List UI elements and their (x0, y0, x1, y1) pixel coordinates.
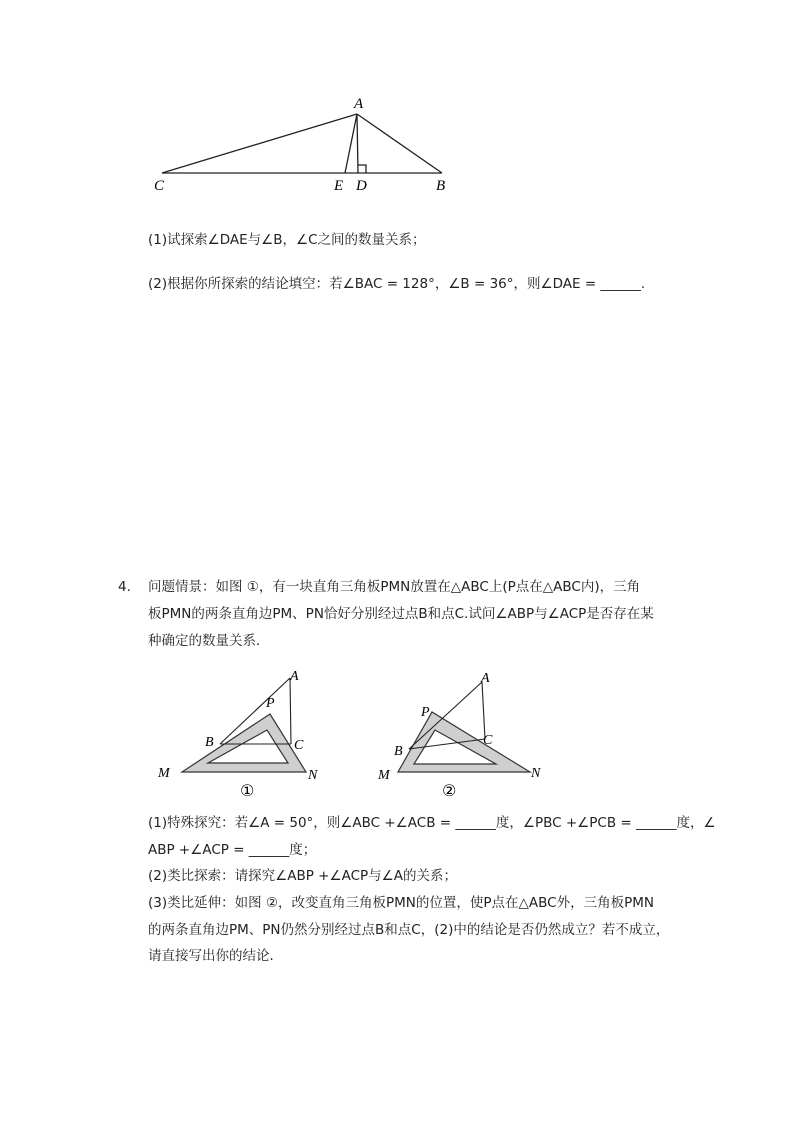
fig2-label-P: P (421, 705, 430, 720)
fig2-caption: ② (442, 781, 457, 800)
question-4-part-3-line-1: (3)类比延伸：如图 ②，改变直角三角板PMN的位置，使P点在△ABC外，三角板PMN (148, 895, 654, 911)
question-3-part-2: (2)根据你所探索的结论填空：若∠BAC = 128°，∠B = 36°，则∠DAE = ______. (148, 276, 646, 292)
fig1-caption: ① (240, 781, 255, 800)
question-4-part-2: (2)类比探索：请探究∠ABP +∠ACP与∠A的关系； (148, 868, 457, 884)
label-A: A (354, 96, 364, 112)
fig1-label-N: N (308, 768, 318, 783)
fig1-label-P: P (266, 696, 275, 711)
question-4-part-1-line-1: (1)特殊探究：若∠A = 50°，则∠ABC +∠ACB = ______度，∠PBC +∠PCB = ______度，∠ (148, 815, 716, 831)
fig2-label-C: C (483, 733, 493, 748)
problem-stem-line-1: 问题情景：如图 ①，有一块直角三角板PMN放置在△ABC上(P点在△ABC内)，三角 (148, 579, 641, 595)
triangle-figure-1 (140, 90, 480, 200)
fig2-label-N: N (531, 766, 541, 781)
question-3-part-1: (1)试探索∠DAE与∠B，∠C之间的数量关系； (148, 232, 426, 248)
question-4-part-1-line-2: ABP +∠ACP = ______度； (148, 842, 317, 858)
fig1-label-A: A (290, 669, 299, 684)
problem-stem-line-3: 种确定的数量关系． (148, 633, 270, 649)
fig2-label-B: B (394, 744, 403, 759)
fig2-label-M: M (378, 768, 390, 783)
set-square-figure-2 (372, 662, 562, 802)
label-B: B (436, 178, 446, 194)
question-4-part-3-line-3: 请直接写出你的结论． (148, 948, 283, 964)
problem-stem-line-2: 板PMN的两条直角边PM、PN恰好分别经过点B和点C.试问∠ABP与∠ACP是否存在某 (148, 606, 654, 622)
question-4-part-3-line-2: 的两条直角边PM、PN仍然分别经过点B和点C，(2)中的结论是否仍然成立？若不成立， (148, 922, 670, 938)
fig1-label-B: B (205, 735, 214, 750)
label-E: E (334, 178, 344, 194)
label-D: D (356, 178, 367, 194)
problem-number: 4. (118, 579, 131, 595)
label-C: C (154, 178, 165, 194)
fig2-label-A: A (481, 671, 490, 686)
fig1-label-C: C (294, 738, 304, 753)
fig1-label-M: M (158, 766, 170, 781)
set-square-figure-1 (150, 662, 340, 802)
